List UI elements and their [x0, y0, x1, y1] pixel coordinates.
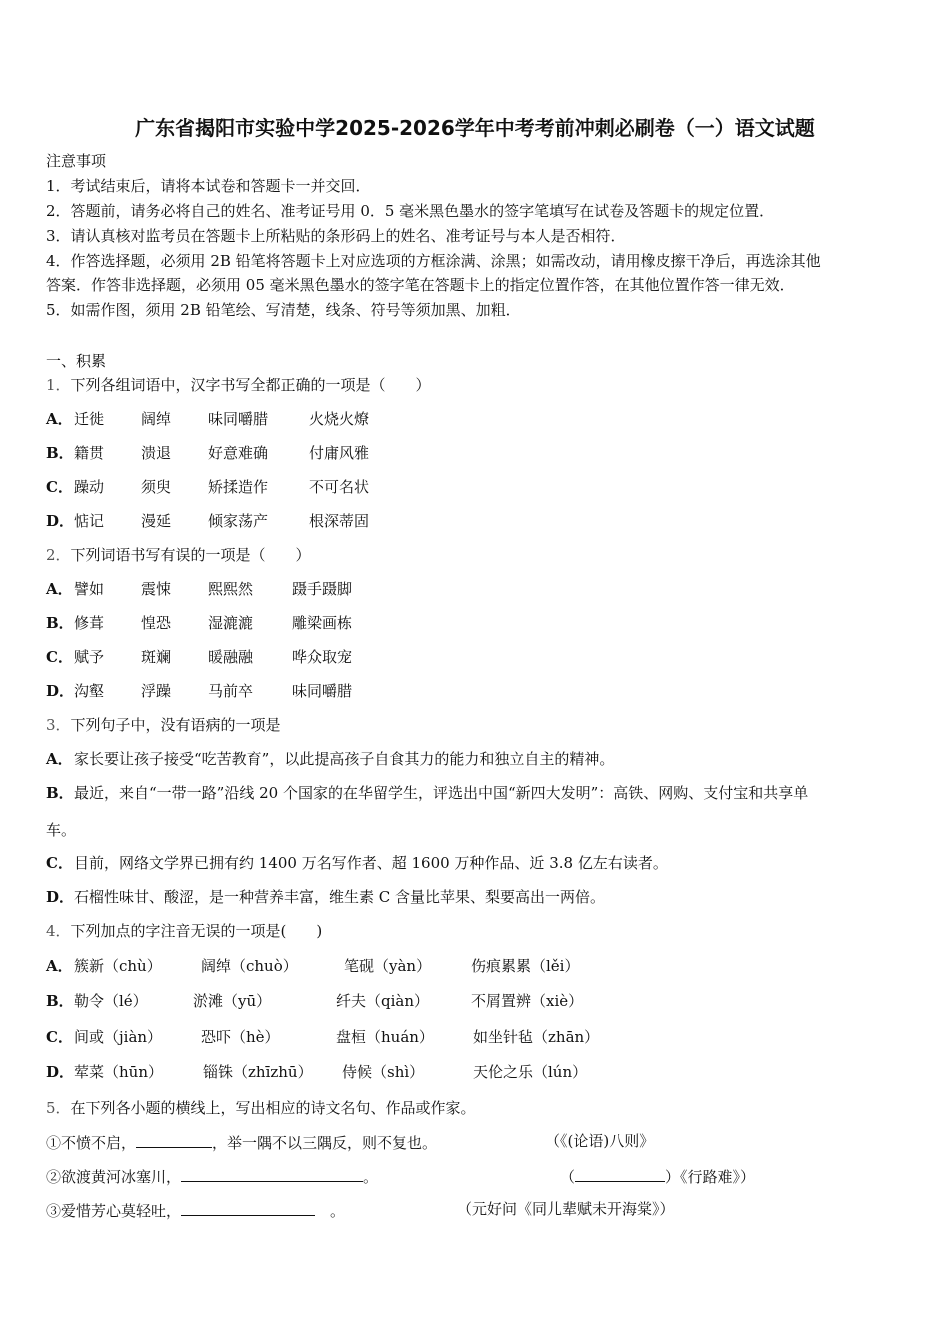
question-text: 下列各组词语中，汉字书写全都正确的一项是（ ） — [70, 376, 431, 394]
question-text: 下列加点的字注音无误的一项是( ) — [70, 922, 323, 940]
option-letter: C． — [46, 478, 73, 496]
question-5-stem — [46, 1098, 476, 1118]
option-word: 锱铢（zhīzhū） — [203, 1063, 313, 1081]
author-blank[interactable] — [575, 1165, 665, 1182]
fill-item-suffix: 。 — [363, 1168, 379, 1186]
notice-item-5: 5．如需作图，须用 2B 铅笔绘、写清楚，线条、符号等须加黑、加粗． — [46, 301, 521, 319]
fill-item-suffix: ，举一隅不以三隅反，则不复也。 — [212, 1134, 438, 1152]
option-letter: B． — [46, 444, 74, 462]
option-word: 修葺 — [74, 614, 105, 632]
option-word: 赋予 — [74, 648, 105, 666]
option-b — [46, 783, 808, 803]
option-word: 倾家荡产 — [208, 512, 269, 530]
answer-blank[interactable] — [181, 1165, 363, 1182]
fill-item-3-source: （元好问《同儿辈赋未开海棠》） — [457, 1200, 675, 1218]
fill-item-3 — [46, 1199, 345, 1221]
option-word: 味同嚼腊 — [292, 682, 353, 700]
option-word: 间或（jiàn） — [74, 1028, 163, 1046]
option-word: 不屑置辨（xiè） — [471, 992, 584, 1010]
option-word: 籍贯 — [74, 444, 105, 462]
question-4-stem — [46, 921, 322, 941]
option-word: 斑斓 — [141, 648, 172, 666]
fill-item-1-source: （《(论语)八则》 — [545, 1132, 655, 1150]
option-word: 淤滩（yū） — [193, 992, 272, 1010]
question-text: 下列句子中，没有语病的一项是 — [70, 716, 281, 734]
option-letter: B． — [46, 614, 74, 632]
option-word: 雕梁画栋 — [292, 614, 353, 632]
option-word: 譬如 — [74, 580, 105, 598]
option-letter: A． — [46, 750, 73, 768]
question-number: 4． — [46, 922, 71, 940]
notice-item-2: 2．答题前，请务必将自己的姓名、准考证号用 0．5 毫米黑色墨水的签字笔填写在试卷及答题卡的规定位置． — [46, 202, 775, 220]
option-word: 须臾 — [141, 478, 172, 496]
question-text: 下列词语书写有误的一项是（ ） — [70, 546, 311, 564]
option-word: 熙熙然 — [208, 580, 254, 598]
fill-item-prefix: ③爱惜芳心莫轻吐， — [46, 1202, 182, 1220]
option-word: 躁动 — [74, 478, 105, 496]
notice-item-1: 1．考试结束后，请将本试卷和答题卡一并交回． — [46, 177, 371, 195]
option-text: 石榴性味甘、酸涩，是一种营养丰富，维生素 C 含量比苹果、梨要高出一两倍。 — [74, 888, 606, 906]
option-text: 目前，网络文学界已拥有约 1400 万名写作者、超 1600 万种作品、近 3.8 亿左右读者。 — [74, 854, 668, 872]
page-title: 广东省揭阳市实验中学2025-2026学年中考考前冲刺必刷卷（一）语文试题 — [135, 116, 815, 140]
option-word: 湿漉漉 — [208, 614, 254, 632]
option-word: 沟壑 — [74, 682, 105, 700]
option-word: 纤夫（qiàn） — [336, 992, 430, 1010]
source-open: （ — [560, 1168, 576, 1186]
option-word: 不可名状 — [309, 478, 370, 496]
option-letter: D． — [46, 682, 75, 700]
fill-item-2-source — [560, 1165, 755, 1187]
section-heading: 一、积累 — [46, 352, 107, 370]
option-letter: C． — [46, 1028, 73, 1046]
option-word: 好意难确 — [208, 444, 269, 462]
option-word: 根深蒂固 — [309, 512, 370, 530]
notice-item-4-cont: 答案．作答非选择题，必须用 05 毫米黑色墨水的签字笔在答题卡上的指定位置作答，在其他位置作答一律无效． — [46, 276, 795, 294]
option-b-cont: 车。 — [46, 821, 77, 839]
question-number: 2． — [46, 546, 71, 564]
option-letter: C． — [46, 648, 73, 666]
fill-item-prefix: ②欲渡黄河冰塞川， — [46, 1168, 182, 1186]
question-number: 5． — [46, 1099, 71, 1117]
option-word: 溃退 — [141, 444, 172, 462]
option-word: 惶恐 — [141, 614, 172, 632]
option-letter: D． — [46, 888, 75, 906]
option-word: 如坐针毡（zhān） — [473, 1028, 600, 1046]
notice-item-4: 4．作答选择题，必须用 2B 铅笔将答题卡上对应选项的方框涂满、涂黑；如需改动，请用橡皮擦干净后，再选涂其他 — [46, 252, 821, 270]
question-3-stem — [46, 715, 281, 735]
option-word: 浮躁 — [141, 682, 172, 700]
notice-heading: 注意事项 — [46, 152, 107, 170]
option-text: 家长要让孩子接受“吃苦教育”，以此提高孩子自食其力的能力和独立自主的精神。 — [74, 750, 615, 768]
option-word: 蹑手蹑脚 — [292, 580, 353, 598]
fill-item-2 — [46, 1165, 378, 1187]
option-word: 侍候（shì） — [342, 1063, 425, 1081]
option-word: 阔绰（chuò） — [201, 957, 298, 975]
option-d — [46, 887, 605, 907]
option-word: 伤痕累累（lěi） — [471, 957, 580, 975]
option-word: 付庸风雅 — [309, 444, 370, 462]
source-title: ）《行路难》） — [665, 1168, 756, 1186]
option-word: 矫揉造作 — [208, 478, 269, 496]
option-word: 暖融融 — [208, 648, 254, 666]
question-number: 1． — [46, 376, 71, 394]
option-letter: B． — [46, 992, 74, 1010]
option-letter: B． — [46, 784, 74, 802]
fill-item-1 — [46, 1131, 437, 1153]
question-text: 在下列各小题的横线上，写出相应的诗文名句、作品或作家。 — [70, 1099, 476, 1117]
fill-item-prefix: ①不愤不启， — [46, 1134, 137, 1152]
notice-item-3: 3．请认真核对监考员在答题卡上所粘贴的条形码上的姓名、准考证号与本人是否相符． — [46, 227, 626, 245]
fill-item-suffix: 。 — [315, 1202, 346, 1220]
option-letter: D． — [46, 512, 75, 530]
option-word: 阔绰 — [141, 410, 172, 428]
option-letter: C． — [46, 854, 73, 872]
option-word: 马前卒 — [208, 682, 254, 700]
option-letter: A． — [46, 957, 73, 975]
option-word: 天伦之乐（lún） — [473, 1063, 588, 1081]
option-word: 勒令（lé） — [74, 992, 148, 1010]
option-word: 味同嚼腊 — [208, 410, 269, 428]
answer-blank[interactable] — [136, 1131, 212, 1148]
option-a — [46, 749, 614, 769]
option-word: 哗众取宠 — [292, 648, 353, 666]
option-word: 簇新（chù） — [74, 957, 162, 975]
option-word: 盘桓（huán） — [336, 1028, 434, 1046]
option-text: 最近，来自“一带一路”沿线 20 个国家的在华留学生，评选出中国“新四大发明”：高铁、网购、支付宝和共享单 — [74, 784, 809, 802]
option-word: 震悚 — [141, 580, 172, 598]
question-number: 3． — [46, 716, 71, 734]
option-letter: D． — [46, 1063, 75, 1081]
option-word: 惦记 — [74, 512, 105, 530]
option-word: 笔砚（yàn） — [344, 957, 432, 975]
option-word: 火烧火燎 — [309, 410, 370, 428]
answer-blank[interactable] — [181, 1199, 315, 1216]
option-word: 迁徙 — [74, 410, 105, 428]
question-1-stem — [46, 375, 431, 395]
option-word: 恐吓（hè） — [201, 1028, 280, 1046]
option-word: 漫延 — [141, 512, 172, 530]
option-c — [46, 853, 668, 873]
question-2-stem — [46, 545, 311, 565]
option-letter: A． — [46, 410, 73, 428]
option-word: 荤菜（hūn） — [74, 1063, 163, 1081]
option-letter: A． — [46, 580, 73, 598]
